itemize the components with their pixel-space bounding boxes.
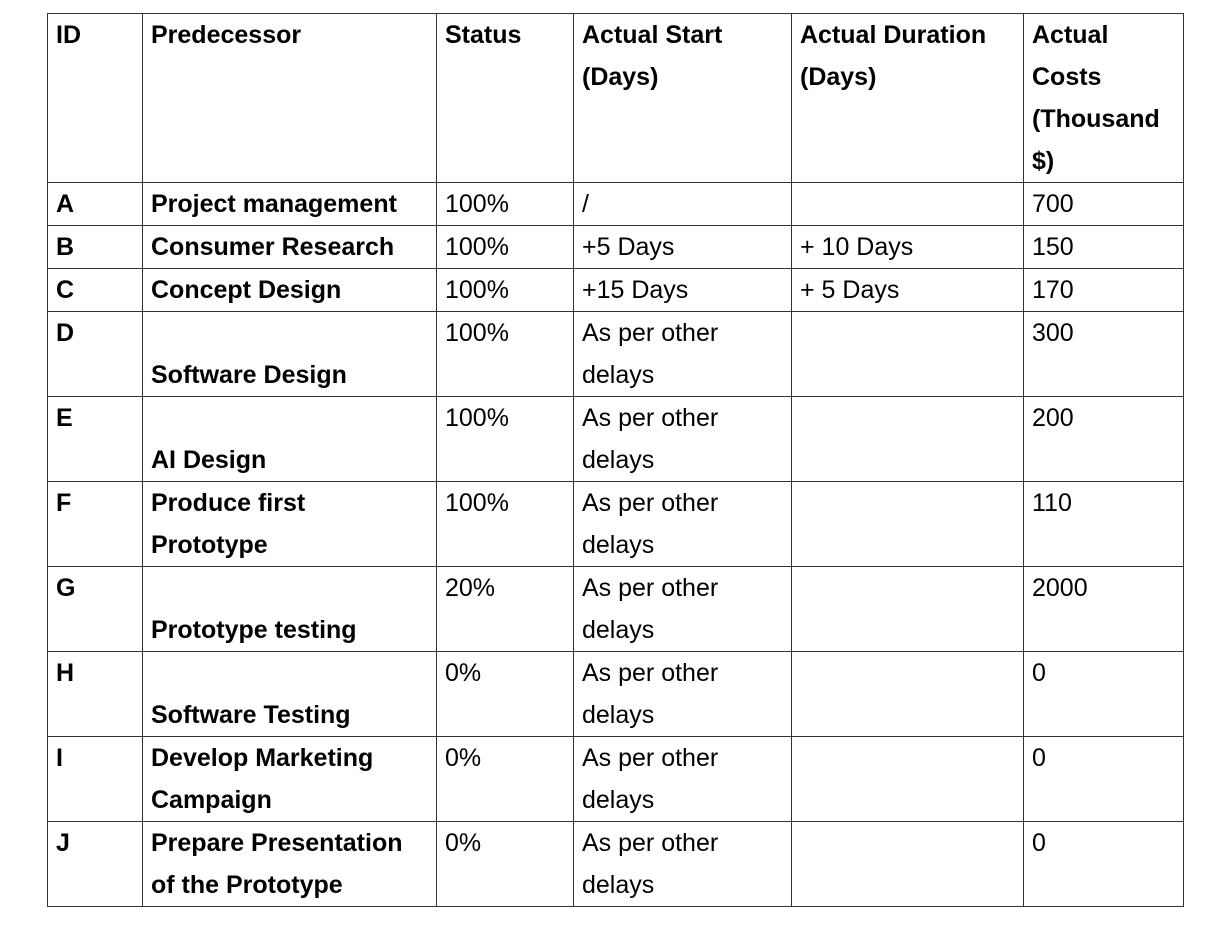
cell-actual-costs: 150	[1024, 226, 1184, 269]
cell-actual-start: As per other delays	[574, 737, 792, 822]
cell-id: I	[48, 737, 143, 822]
cell-actual-duration	[792, 652, 1024, 737]
cell-status: 0%	[437, 822, 574, 907]
header-status: Status	[437, 14, 574, 183]
header-actual-start: Actual Start (Days)	[574, 14, 792, 183]
cell-actual-costs: 0	[1024, 822, 1184, 907]
cell-predecessor: Consumer Research	[143, 226, 437, 269]
cell-actual-duration	[792, 822, 1024, 907]
cell-status: 100%	[437, 312, 574, 397]
cell-status: 0%	[437, 652, 574, 737]
cell-actual-duration: + 5 Days	[792, 269, 1024, 312]
cell-actual-start: As per other delays	[574, 482, 792, 567]
table-row	[48, 567, 1184, 652]
cell-actual-duration	[792, 737, 1024, 822]
cell-actual-duration	[792, 482, 1024, 567]
cell-actual-duration	[792, 312, 1024, 397]
cell-id: J	[48, 822, 143, 907]
cell-actual-costs: 200	[1024, 397, 1184, 482]
cell-predecessor: Prototype testing	[143, 567, 437, 652]
cell-status: 100%	[437, 482, 574, 567]
cell-id: G	[48, 567, 143, 652]
cell-actual-duration	[792, 183, 1024, 226]
cell-actual-start: +5 Days	[574, 226, 792, 269]
cell-status: 100%	[437, 183, 574, 226]
cell-id: A	[48, 183, 143, 226]
header-row	[48, 14, 1184, 183]
cell-id: B	[48, 226, 143, 269]
table-row	[48, 183, 1184, 226]
cell-predecessor: Develop Marketing Campaign	[143, 737, 437, 822]
cell-actual-duration: + 10 Days	[792, 226, 1024, 269]
cell-predecessor: Software Testing	[143, 652, 437, 737]
header-id: ID	[48, 14, 143, 183]
cell-id: H	[48, 652, 143, 737]
cell-actual-start: As per other delays	[574, 567, 792, 652]
header-predecessor: Predecessor	[143, 14, 437, 183]
cell-actual-duration	[792, 397, 1024, 482]
cell-id: C	[48, 269, 143, 312]
cell-predecessor: Produce first Prototype	[143, 482, 437, 567]
project-status-table	[47, 13, 1184, 907]
cell-id: E	[48, 397, 143, 482]
cell-actual-costs: 170	[1024, 269, 1184, 312]
cell-status: 100%	[437, 226, 574, 269]
cell-actual-costs: 0	[1024, 652, 1184, 737]
table-row	[48, 226, 1184, 269]
cell-actual-start: +15 Days	[574, 269, 792, 312]
cell-actual-start: As per other delays	[574, 312, 792, 397]
table-row	[48, 312, 1184, 397]
cell-id: D	[48, 312, 143, 397]
cell-predecessor: Software Design	[143, 312, 437, 397]
cell-actual-costs: 700	[1024, 183, 1184, 226]
cell-status: 100%	[437, 397, 574, 482]
table-row	[48, 822, 1184, 907]
table-row	[48, 482, 1184, 567]
cell-status: 0%	[437, 737, 574, 822]
cell-status: 20%	[437, 567, 574, 652]
header-actual-duration: Actual Duration (Days)	[792, 14, 1024, 183]
cell-actual-start: As per other delays	[574, 652, 792, 737]
cell-predecessor: Prepare Presentation of the Prototype	[143, 822, 437, 907]
cell-actual-costs: 300	[1024, 312, 1184, 397]
table-row	[48, 397, 1184, 482]
cell-predecessor: Project management	[143, 183, 437, 226]
cell-actual-costs: 2000	[1024, 567, 1184, 652]
cell-actual-start: As per other delays	[574, 822, 792, 907]
cell-actual-start: /	[574, 183, 792, 226]
cell-actual-costs: 110	[1024, 482, 1184, 567]
table-row	[48, 737, 1184, 822]
cell-actual-duration	[792, 567, 1024, 652]
cell-actual-start: As per other delays	[574, 397, 792, 482]
cell-predecessor: Concept Design	[143, 269, 437, 312]
cell-id: F	[48, 482, 143, 567]
cell-actual-costs: 0	[1024, 737, 1184, 822]
table-row	[48, 269, 1184, 312]
header-actual-costs: Actual Costs (Thousand $)	[1024, 14, 1184, 183]
cell-status: 100%	[437, 269, 574, 312]
cell-predecessor: AI Design	[143, 397, 437, 482]
table-row	[48, 652, 1184, 737]
